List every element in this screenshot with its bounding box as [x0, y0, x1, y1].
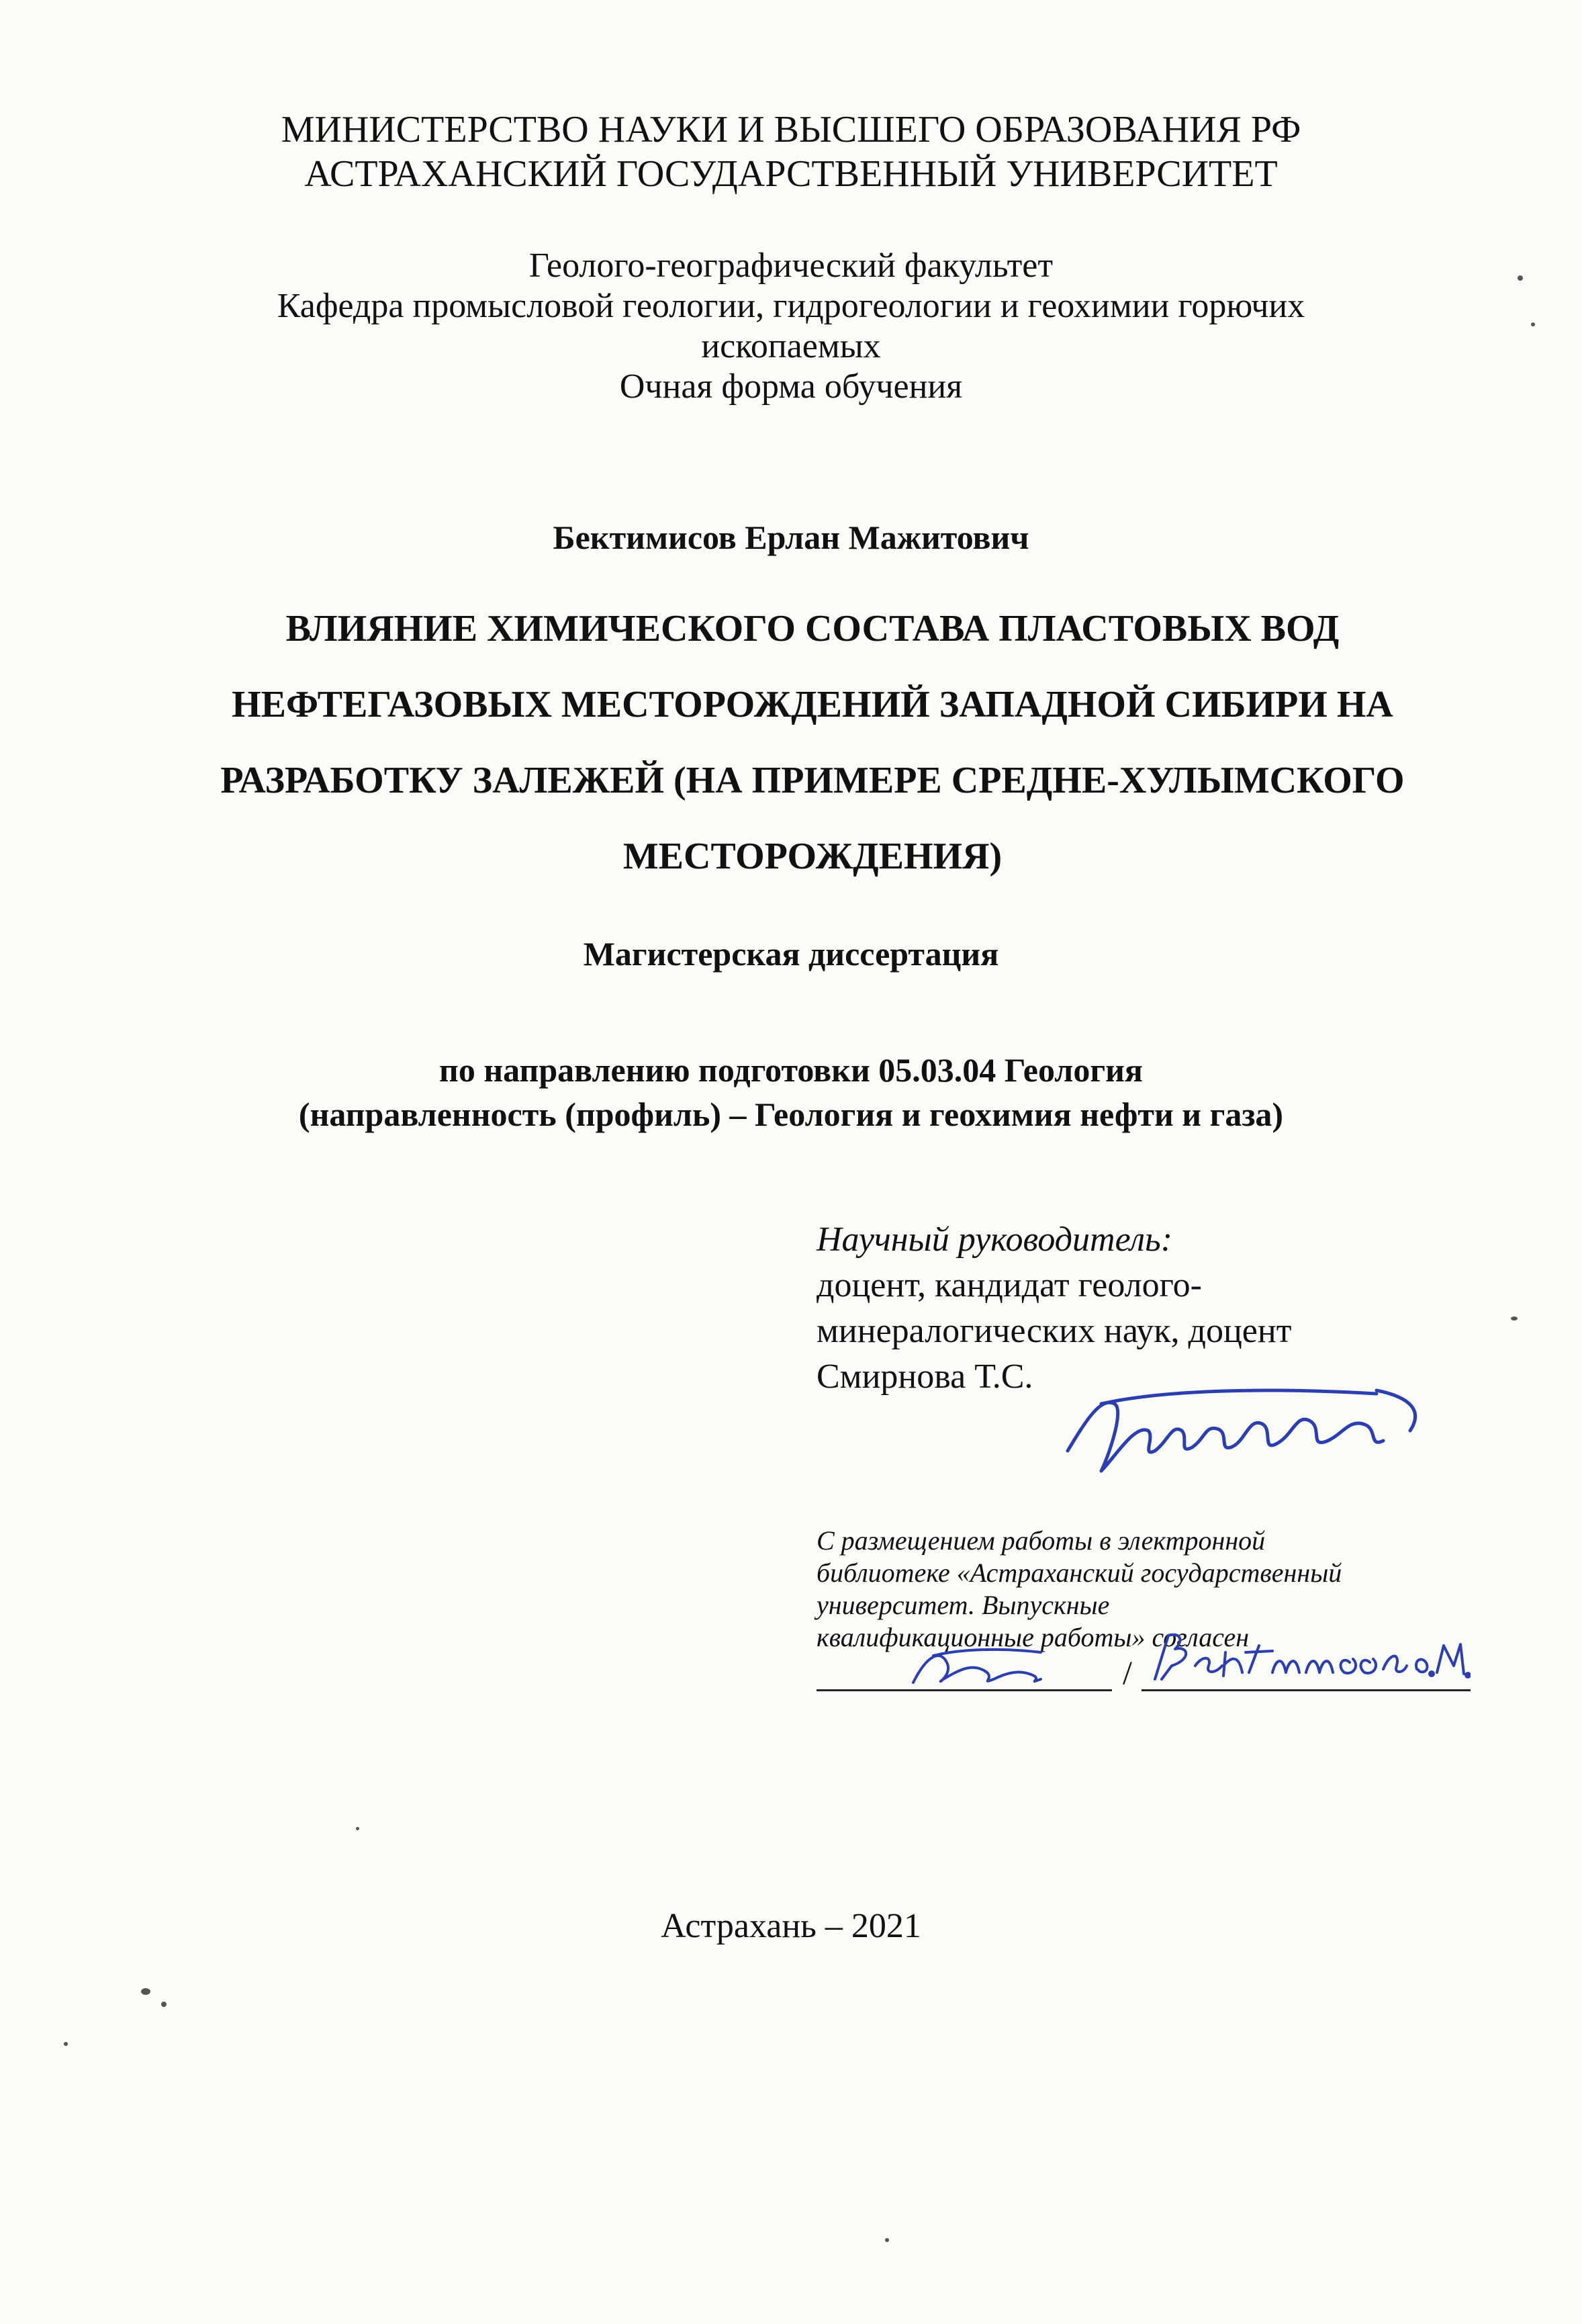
- institution-header: [0, 107, 1582, 196]
- faculty-block: [0, 246, 1582, 407]
- thesis-title-line2: НЕФТЕГАЗОВЫХ МЕСТОРОЖДЕНИЙ ЗАПАДНОЙ СИБИРИ НА: [232, 684, 1393, 725]
- scan-speck: [161, 2002, 167, 2007]
- supervisor-name: Смирнова Т.С.: [817, 1357, 1033, 1396]
- thesis-title-line4: МЕСТОРОЖДЕНИЯ): [622, 836, 1003, 877]
- study-form: Очная форма обучения: [619, 367, 963, 406]
- degree-type: Магистерская диссертация: [583, 935, 999, 973]
- author-name: Бектимисов Ерлан Мажитович: [553, 519, 1029, 556]
- scan-speck: [885, 2238, 889, 2242]
- study-direction-line2: (направленность (профиль) – Геология и геохимия нефти и газа): [298, 1096, 1284, 1133]
- supervisor-label: Научный руководитель:: [817, 1220, 1173, 1259]
- scan-speck: [1531, 322, 1535, 326]
- supervisor-title-line1: доцент, кандидат геолого-: [817, 1266, 1202, 1304]
- supervisor-signature: [1061, 1377, 1437, 1491]
- scan-speck: [1511, 1316, 1518, 1321]
- consent-line2: библиотеке «Астраханский государственный: [817, 1558, 1342, 1588]
- thesis-title-line3: РАЗРАБОТКУ ЗАЛЕЖЕЙ (НА ПРИМЕРЕ СРЕДНЕ-ХУЛЫМСКОГО: [220, 760, 1405, 801]
- consent-line4: квалификационные работы» согласен: [817, 1622, 1250, 1652]
- consent-line3: университет. Выпускные: [817, 1590, 1110, 1620]
- study-direction-line1: по направлению подготовки 05.03.04 Геология: [439, 1051, 1143, 1089]
- scan-speck: [64, 2042, 68, 2046]
- city-year: Астрахань – 2021: [661, 1907, 921, 1945]
- signature-separator: /: [1123, 1654, 1132, 1691]
- department-name-line2: ископаемых: [701, 327, 881, 365]
- department-name-line1: Кафедра промысловой геологии, гидрогеологии и геохимии горючих: [277, 287, 1305, 325]
- supervisor-block: [817, 1217, 1291, 1400]
- supervisor-title-line2: минералогических наук, доцент: [817, 1312, 1292, 1350]
- author-signature: [906, 1642, 1068, 1696]
- author-handwritten-name: [1148, 1625, 1471, 1693]
- faculty-name: Геолого-географический факультет: [528, 247, 1054, 285]
- scan-speck: [356, 1827, 359, 1830]
- scan-speck: [141, 1988, 150, 1995]
- scan-speck: [1518, 275, 1523, 281]
- consent-line1: С размещением работы в электронной: [817, 1525, 1266, 1556]
- ministry-name: МИНИСТЕРСТВО НАУКИ И ВЫСШЕГО ОБРАЗОВАНИЯ РФ: [281, 109, 1301, 150]
- thesis-title: [188, 591, 1437, 895]
- university-name: АСТРАХАНСКИЙ ГОСУДАРСТВЕННЫЙ УНИВЕРСИТЕТ: [304, 153, 1278, 195]
- thesis-title-line1: ВЛИЯНИЕ ХИМИЧЕСКОГО СОСТАВА ПЛАСТОВЫХ ВОД: [285, 608, 1340, 650]
- study-direction: [0, 1048, 1582, 1136]
